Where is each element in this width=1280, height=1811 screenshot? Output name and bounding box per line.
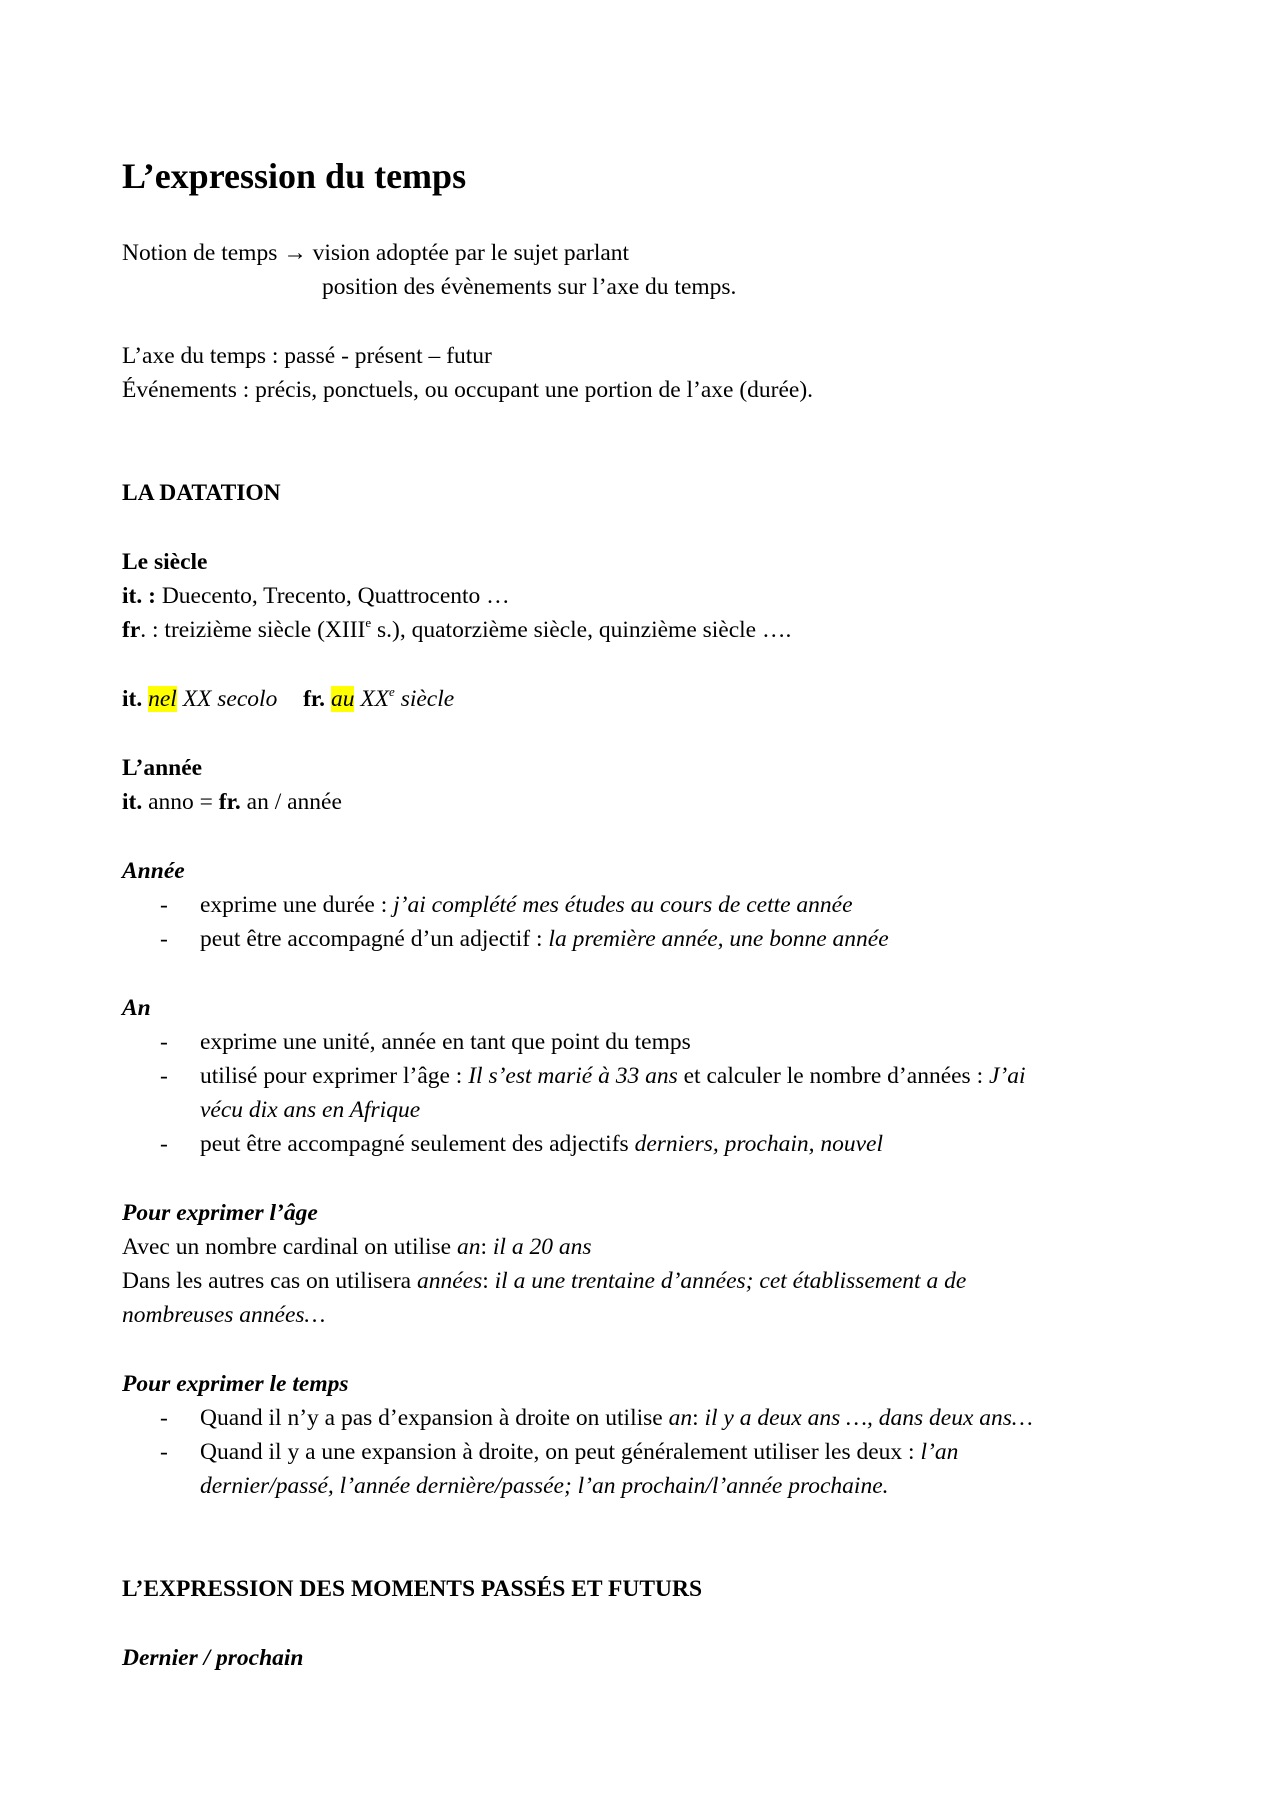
list-item-text: peut être accompagné d’un adjectif : — [200, 926, 543, 952]
annee-label-it: it. — [122, 789, 143, 815]
subheading-an: An — [122, 995, 151, 1021]
section-heading-datation: LA DATATION — [122, 480, 281, 506]
list-item-continuation: dernier/passé, l’année dernière/passée; l’an prochain/l’année prochaine. — [200, 1473, 889, 1499]
bullet-dash: - — [160, 926, 168, 952]
list-item-example: la première année, une bonne année — [548, 926, 889, 952]
age-example: il a 20 ans — [492, 1234, 592, 1260]
age-line-1 — [122, 1232, 592, 1262]
siecle-it-text: Duecento, Trecento, Quattrocento … — [161, 583, 510, 609]
age-colon: : — [482, 1268, 489, 1294]
subheading-siecle: Le siècle — [122, 549, 208, 575]
example-fr-sup: e — [389, 684, 395, 699]
bullet-dash: - — [160, 1405, 168, 1431]
notion-line — [122, 238, 629, 268]
bullet-dash: - — [160, 892, 168, 918]
list-item: exprime une unité, année en tant que point du temps — [200, 1029, 691, 1055]
subheading-temps: Pour exprimer le temps — [122, 1371, 349, 1397]
example-fr-xx: XX — [360, 686, 390, 712]
list-item-text: exprime une durée : — [200, 892, 388, 918]
list-item-example: l’an — [920, 1439, 959, 1465]
list-item-example: il y a deux ans …, dans deux ans… — [704, 1405, 1033, 1431]
age-line-2 — [122, 1266, 966, 1296]
age-term: années — [416, 1268, 483, 1294]
age-text: Avec un nombre cardinal on utilise — [122, 1234, 452, 1260]
subheading-annee: L’année — [122, 755, 203, 781]
subheading-age: Pour exprimer l’âge — [122, 1200, 318, 1226]
list-item — [200, 1061, 1026, 1091]
section-heading-moments: L’EXPRESSION DES MOMENTS PASSÉS ET FUTURS — [122, 1576, 703, 1602]
age-text: Dans les autres cas on utilisera — [122, 1268, 412, 1294]
subheading-dernier-prochain: Dernier / prochain — [122, 1645, 304, 1671]
age-example: il a une trentaine d’années; cet établissement a de — [494, 1268, 967, 1294]
siecle-fr-text-1: . : treizième siècle (XIII — [140, 617, 366, 643]
annee-it-text: anno = — [148, 789, 213, 815]
annee-label-fr: fr. — [218, 789, 241, 815]
bullet-dash: - — [160, 1439, 168, 1465]
siecle-fr-sup: e — [365, 615, 372, 630]
highlight-nel: nel — [148, 686, 177, 712]
siecle-fr-line — [122, 615, 791, 645]
notion-definition-1: vision adoptée par le sujet parlant — [312, 240, 630, 266]
list-item-colon: : — [692, 1405, 699, 1431]
page-title: L’expression du temps — [122, 156, 467, 196]
annee-line — [122, 787, 342, 817]
age-colon: : — [480, 1234, 488, 1260]
notion-definition-2: position des évènements sur l’axe du temps. — [322, 274, 737, 300]
list-item-example: derniers, prochain, nouvel — [634, 1131, 884, 1157]
list-item — [200, 1437, 958, 1467]
bullet-dash: - — [160, 1063, 168, 1089]
list-item-text: utilisé pour exprimer l’âge : — [200, 1063, 463, 1089]
siecle-fr-text-2: s.), quatorzième siècle, quinzième siècle …. — [371, 617, 792, 643]
example-label-it: it. — [122, 686, 143, 712]
list-item-text: Quand il y a une expansion à droite, on peut généralement utiliser les deux : — [200, 1439, 915, 1465]
list-item-text: et calculer le nombre d’années : — [683, 1063, 984, 1089]
annee-fr-text: an / année — [246, 789, 342, 815]
bullet-dash: - — [160, 1131, 168, 1157]
lang-label-it: it. : — [122, 583, 156, 609]
age-term: an — [457, 1234, 481, 1260]
list-item-text: peut être accompagné seulement des adjectifs — [200, 1131, 629, 1157]
age-line-3: nombreuses années… — [122, 1302, 326, 1328]
example-label-fr: fr. — [303, 686, 326, 712]
notion-label: Notion de temps — [122, 240, 278, 266]
list-item — [200, 890, 853, 920]
example-fr-text — [360, 686, 454, 712]
example-fr-siecle: siècle — [400, 686, 455, 712]
list-item — [200, 1129, 883, 1159]
siecle-example-line — [122, 684, 454, 714]
lang-label-fr: fr — [122, 617, 141, 643]
list-item-example: J’ai — [988, 1063, 1026, 1089]
list-item — [200, 1403, 1033, 1433]
axe-line: L’axe du temps : passé - présent – futur — [122, 343, 492, 369]
list-item-example: Il s’est marié à 33 ans — [468, 1063, 678, 1089]
highlight-au: au — [330, 686, 355, 712]
arrow-icon: → — [283, 240, 307, 266]
subheading-annee-usage: Année — [122, 858, 185, 884]
list-item-continuation: vécu dix ans en Afrique — [200, 1097, 421, 1123]
list-item-example: j’ai complété mes études au cours de cette année — [393, 892, 853, 918]
evenements-line: Événements : précis, ponctuels, ou occupant une portion de l’axe (durée). — [122, 377, 814, 403]
bullet-dash: - — [160, 1029, 168, 1055]
list-item-text: Quand il n’y a pas d’expansion à droite on utilise — [200, 1405, 663, 1431]
example-it-text: XX secolo — [182, 686, 278, 712]
siecle-it-line — [122, 581, 510, 611]
list-item-term: an — [668, 1405, 693, 1431]
list-item — [200, 924, 889, 954]
